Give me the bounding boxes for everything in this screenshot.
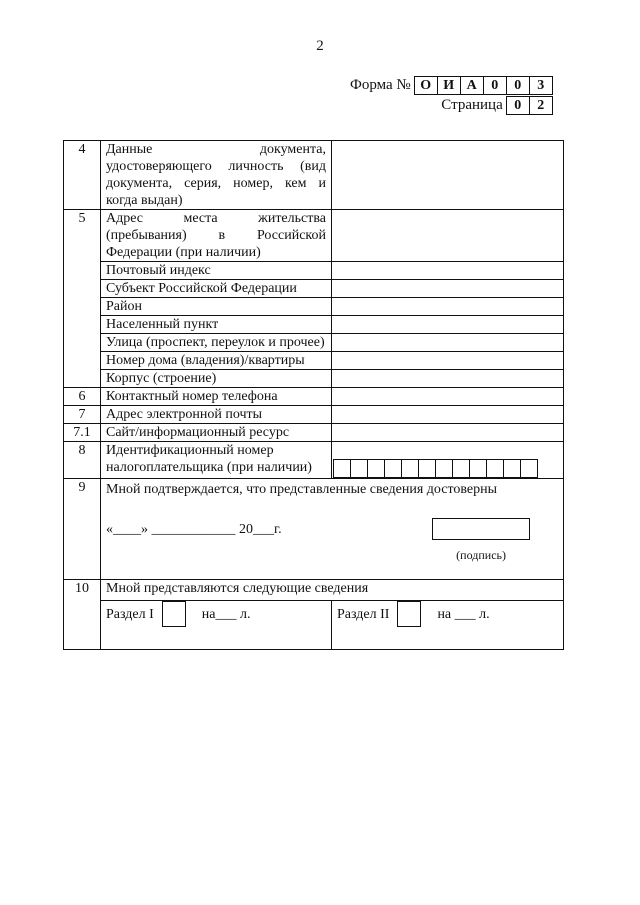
district-field[interactable]	[332, 298, 564, 316]
phone-label: Контактный номер телефона	[101, 388, 332, 406]
row-number: 7.1	[64, 424, 101, 442]
row-5-subject	[64, 280, 564, 298]
row-number: 7	[64, 406, 101, 424]
section-1-pages[interactable]: на___ л.	[201, 606, 251, 622]
form-code-cell: 0	[483, 76, 507, 95]
inn-digit-cell[interactable]	[418, 459, 436, 478]
email-label: Адрес электронной почты	[101, 406, 332, 424]
inn-digit-cell[interactable]	[333, 459, 351, 478]
house-field[interactable]	[332, 352, 564, 370]
form-number-row	[350, 76, 553, 95]
row-5-building	[64, 370, 564, 388]
address-label: Адрес места жительства (пребывания) в Российской Федерации (при наличии)	[101, 210, 332, 262]
row-number: 6	[64, 388, 101, 406]
section-1-label: Раздел I	[106, 606, 154, 622]
row-5-house	[64, 352, 564, 370]
identity-document-field[interactable]	[332, 141, 564, 210]
section-1-cell	[101, 601, 332, 650]
phone-field[interactable]	[332, 388, 564, 406]
inn-field	[332, 442, 564, 479]
date-line[interactable]: «____» ____________ 20___г.	[106, 522, 282, 537]
address-field[interactable]	[332, 210, 564, 262]
confirmation-text: Мной подтверждается, что представленные сведения достоверны	[106, 482, 498, 497]
row-number: 9	[64, 479, 101, 580]
email-field[interactable]	[332, 406, 564, 424]
inn-digit-grid	[334, 459, 558, 478]
building-label: Корпус (строение)	[101, 370, 332, 388]
postal-code-field[interactable]	[332, 262, 564, 280]
row-7-1	[64, 424, 564, 442]
form-code-cell: 3	[529, 76, 553, 95]
inn-digit-cell[interactable]	[350, 459, 368, 478]
form-table	[63, 140, 564, 650]
inn-digit-cell[interactable]	[367, 459, 385, 478]
row-5	[64, 210, 564, 262]
inn-label: Идентификационный номер налогоплательщика (при наличии)	[101, 442, 332, 479]
form-code-cell: 0	[506, 76, 530, 95]
building-field[interactable]	[332, 370, 564, 388]
district-label: Район	[101, 298, 332, 316]
row-8	[64, 442, 564, 479]
page-label: Страница	[441, 97, 503, 113]
row-number: 5	[64, 210, 101, 388]
section-2-cell	[332, 601, 564, 650]
row-number: 10	[64, 580, 101, 650]
row-5-postal	[64, 262, 564, 280]
street-field[interactable]	[332, 334, 564, 352]
inn-digit-cell[interactable]	[452, 459, 470, 478]
federal-subject-label: Субъект Российской Федерации	[101, 280, 332, 298]
locality-field[interactable]	[332, 316, 564, 334]
page-code-row	[350, 96, 553, 115]
inn-digit-cell[interactable]	[435, 459, 453, 478]
postal-code-label: Почтовый индекс	[101, 262, 332, 280]
section-1-checkbox[interactable]	[162, 601, 186, 627]
section-2-checkbox[interactable]	[397, 601, 421, 627]
row-9	[64, 479, 564, 580]
row-4	[64, 141, 564, 210]
section-2-pages[interactable]: на ___ л.	[437, 606, 490, 622]
confirmation-cell	[101, 479, 564, 580]
inn-digit-cell[interactable]	[469, 459, 487, 478]
signature-label: (подпись)	[456, 548, 506, 562]
form-label: Форма №	[350, 77, 411, 93]
section-2-label: Раздел II	[337, 606, 390, 622]
form-code-cell: И	[437, 76, 461, 95]
locality-label: Населенный пункт	[101, 316, 332, 334]
inn-digit-cell[interactable]	[486, 459, 504, 478]
page-code-cell: 2	[529, 96, 553, 115]
row-number: 8	[64, 442, 101, 479]
inn-digit-cell[interactable]	[401, 459, 419, 478]
form-header	[350, 76, 553, 115]
form-code-cell: А	[460, 76, 484, 95]
form-code-cell: О	[414, 76, 438, 95]
row-6	[64, 388, 564, 406]
inn-digit-cell[interactable]	[520, 459, 538, 478]
identity-document-label: Данные документа, удостоверяющего личность (вид документа, серия, номер, кем и когда выдан)	[101, 141, 332, 210]
row-7	[64, 406, 564, 424]
street-label: Улица (проспект, переулок и прочее)	[101, 334, 332, 352]
page-code-cell: 0	[506, 96, 530, 115]
inn-digit-cell[interactable]	[384, 459, 402, 478]
inn-digit-cell[interactable]	[503, 459, 521, 478]
signature-box[interactable]	[432, 518, 530, 540]
website-field[interactable]	[332, 424, 564, 442]
website-label: Сайт/информационный ресурс	[101, 424, 332, 442]
submission-text: Мной представляются следующие сведения	[101, 580, 564, 601]
row-5-locality	[64, 316, 564, 334]
page-number: 2	[316, 38, 324, 54]
row-number: 4	[64, 141, 101, 210]
row-10	[64, 580, 564, 601]
row-10-sections	[64, 601, 564, 650]
row-5-district	[64, 298, 564, 316]
federal-subject-field[interactable]	[332, 280, 564, 298]
house-label: Номер дома (владения)/квартиры	[101, 352, 332, 370]
row-5-street	[64, 334, 564, 352]
